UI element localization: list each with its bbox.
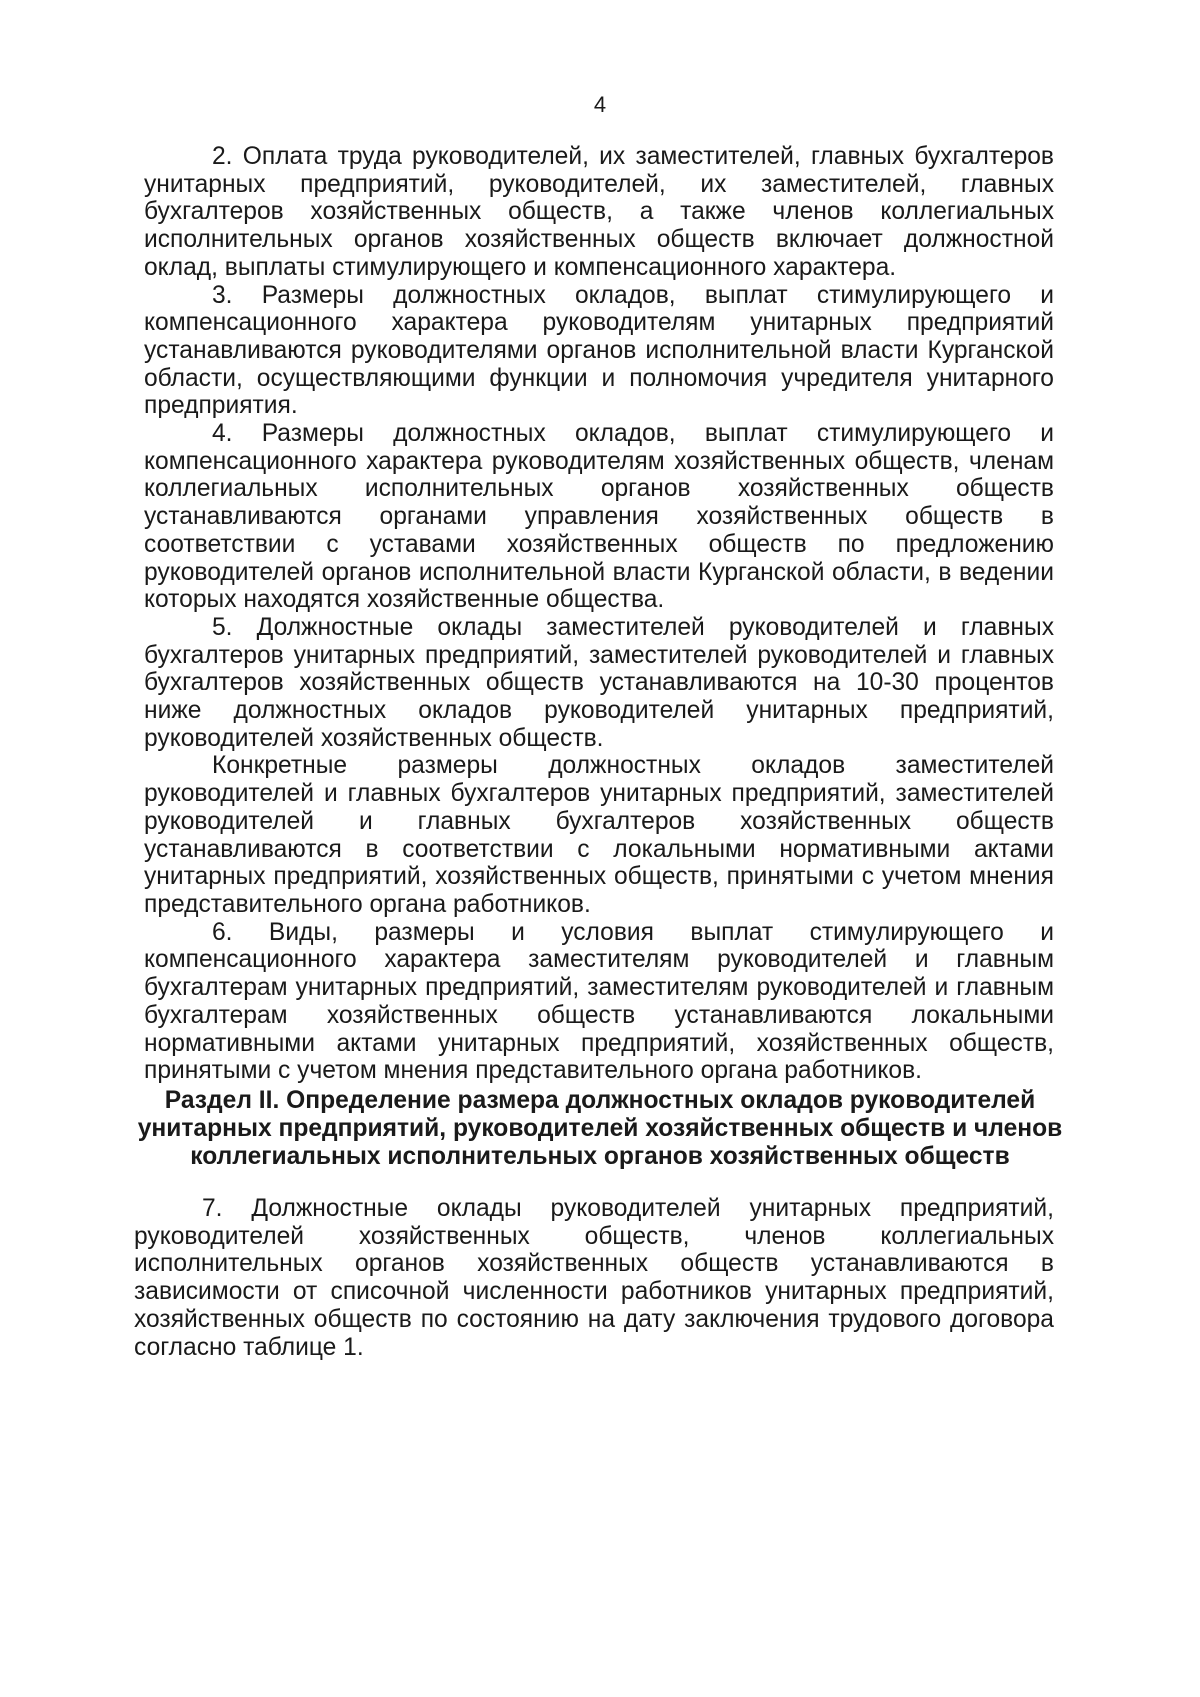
page-number: 4	[593, 92, 607, 117]
paragraph-6: 6. Виды, размеры и условия выплат стимулирующего и компенсационного характера заместителям руководителей и главным бухгалтерам унитарных предприятий, заместителям руководителей и главным бухгалтерам хозяйственных обществ устанавливаются локальными нормативными актами унитарных предприятий, хозяйственных обществ, принятыми с учетом мнения представительного органа работников.	[144, 918, 1054, 1085]
section-heading: Раздел II. Определение размера должностных окладов руководителей унитарных предприятий, руководителей хозяйственных обществ и членов коллегиальных исполнительных органов хозяйственных обществ	[137, 1087, 1063, 1170]
paragraph-3: 3. Размеры должностных окладов, выплат стимулирующего и компенсационного характера руководителям унитарных предприятий устанавливаются руководителями органов исполнительной власти Курганской области, осуществляющими функции и полномочия учредителя унитарного предприятия.	[144, 281, 1054, 420]
document-body	[144, 143, 1054, 1085]
paragraph-2: 2. Оплата труда руководителей, их заместителей, главных бухгалтеров унитарных предприятий, руководителей, их заместителей, главных бухгалтеров хозяйственных обществ, а также членов коллегиальных исполнительных органов хозяйственных обществ включает должностной оклад, выплаты стимулирующего и компенсационного характера.	[144, 143, 1054, 281]
paragraph-7: 7. Должностные оклады руководителей унитарных предприятий, руководителей хозяйственных обществ, членов коллегиальных исполнительных органов хозяйственных обществ устанавливаются в зависимости от списочной численности работников унитарных предприятий, хозяйственных обществ по состоянию на дату заключения трудового договора согласно таблице 1.	[134, 1195, 1054, 1361]
paragraph-5: 5. Должностные оклады заместителей руководителей и главных бухгалтеров унитарных предприятий, заместителей руководителей и главных бухгалтеров хозяйственных обществ устанавливаются на 10-30 процентов ниже должностных окладов руководителей унитарных предприятий, руководителей хозяйственных обществ.	[144, 613, 1054, 752]
document-body-section-2	[134, 1195, 1054, 1361]
paragraph-5-continued: Конкретные размеры должностных окладов заместителей руководителей и главных бухгалтеров унитарных предприятий, заместителей руководителей и главных бухгалтеров хозяйственных обществ устанавливаются в соответствии с локальными нормативными актами унитарных предприятий, хозяйственных обществ, принятыми с учетом мнения представительного органа работников.	[144, 752, 1054, 918]
paragraph-4: 4. Размеры должностных окладов, выплат стимулирующего и компенсационного характера руководителям хозяйственных обществ, членам коллегиальных исполнительных органов хозяйственных обществ устанавливаются органами управления хозяйственных обществ в соответствии с уставами хозяйственных обществ по предложению руководителей органов исполнительной власти Курганской области, в ведении которых находятся хозяйственные общества.	[144, 420, 1054, 614]
